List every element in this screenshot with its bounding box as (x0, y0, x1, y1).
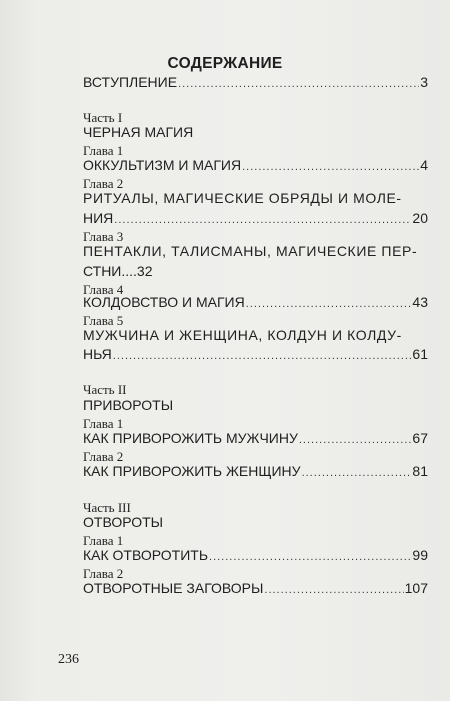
toc-entry-line1: ПЕНТАКЛИ, ТАЛИСМАНЫ, МАГИЧЕСКИЕ ПЕР- (83, 243, 418, 259)
toc-entry-page: 61 (412, 346, 428, 362)
toc-title: СОДЕРЖАНИЕ (167, 55, 283, 72)
toc-entry (83, 580, 428, 600)
toc-entry-page: 81 (412, 463, 428, 479)
toc-entry-page: 43 (412, 294, 428, 310)
chapter-label: Глава 3 (83, 229, 124, 244)
toc-entry-intro (83, 74, 428, 94)
toc-entry-label: НИЯ (83, 210, 114, 226)
part-label: Часть II (83, 382, 127, 397)
toc-entry-label: КОЛДОВСТВО И МАГИЯ (83, 294, 245, 310)
dot-leader (242, 161, 419, 173)
dot-leader (113, 350, 412, 362)
toc-entry-page: 3 (420, 74, 428, 90)
toc-entry-label: ОТВОРОТНЫЕ ЗАГОВОРЫ (83, 580, 264, 596)
toc-entry (83, 210, 428, 230)
part-title: ОТВОРОТЫ (83, 514, 164, 530)
chapter-label: Глава 4 (83, 282, 124, 297)
toc-entry-label: НЬЯ (83, 346, 112, 362)
toc-entry (83, 430, 428, 450)
toc-entry (83, 157, 428, 177)
toc-entry-label: СТНИ....32 (83, 263, 153, 279)
part-label: Часть I (83, 110, 123, 125)
page-number: 236 (58, 652, 79, 667)
toc-entry-label: КАК ОТВОРОТИТЬ (83, 547, 209, 563)
part-title: ЧЕРНАЯ МАГИЯ (83, 124, 194, 140)
chapter-label: Глава 1 (83, 416, 124, 431)
toc-entry-page: 20 (412, 210, 428, 226)
toc-entry-label: КАК ПРИВОРОЖИТЬ МУЖЧИНУ (83, 430, 298, 446)
chapter-label: Глава 1 (83, 143, 124, 158)
chapter-label: Глава 5 (83, 313, 124, 328)
toc-entry-page: 67 (412, 430, 428, 446)
toc-entry-label: ОККУЛЬТИЗМ И МАГИЯ (83, 157, 242, 173)
toc-entry (83, 263, 428, 283)
chapter-label: Глава 2 (83, 176, 124, 191)
toc-entry-line1: МУЖЧИНА И ЖЕНЩИНА, КОЛДУН И КОЛДУ- (83, 327, 402, 343)
toc-entry-label: ВСТУПЛЕНИЕ (83, 74, 178, 90)
toc-entry (83, 294, 428, 314)
dot-leader (246, 298, 412, 310)
chapter-label: Глава 2 (83, 566, 124, 581)
dot-leader (209, 551, 411, 563)
chapter-label: Глава 1 (83, 533, 124, 548)
toc-entry-page: 4 (420, 157, 428, 173)
dot-leader (299, 434, 412, 446)
toc-entry-page: 107 (404, 580, 428, 596)
chapter-label: Глава 2 (83, 449, 124, 464)
dot-leader (302, 467, 412, 479)
dot-leader (264, 584, 403, 596)
toc-entry-page: 99 (412, 547, 428, 563)
dot-leader (114, 214, 411, 226)
part-title: ПРИВОРОТЫ (83, 397, 174, 413)
toc-entry (83, 547, 428, 567)
part-label: Часть III (83, 500, 131, 515)
dot-leader (178, 78, 419, 90)
toc-entry-line1: РИТУАЛЫ, МАГИЧЕСКИЕ ОБРЯДЫ И МОЛЕ- (83, 190, 402, 206)
toc-entry (83, 346, 428, 366)
toc-entry (83, 463, 428, 483)
toc-entry-label: КАК ПРИВОРОЖИТЬ ЖЕНЩИНУ (83, 463, 301, 479)
